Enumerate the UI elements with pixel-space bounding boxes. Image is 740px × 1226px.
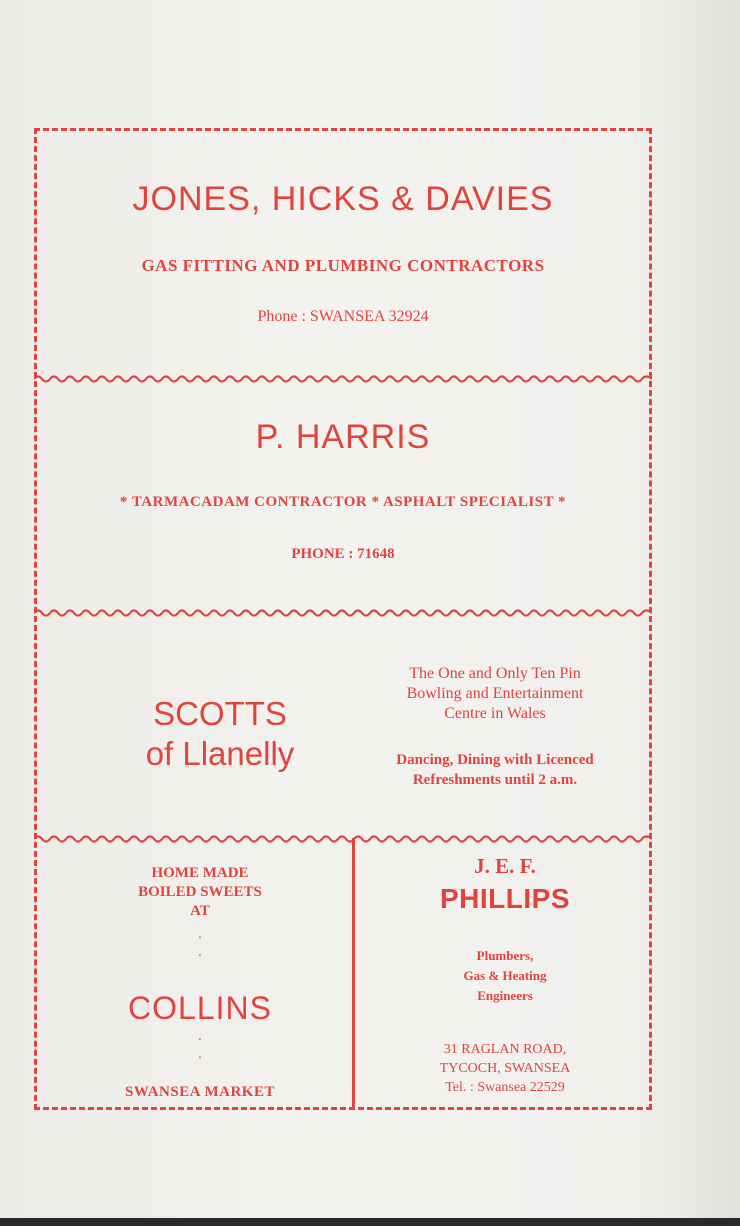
phillips-address [360, 1040, 650, 1097]
p-harris-title: P. HARRIS [255, 418, 431, 456]
collins-dot: · [197, 1033, 203, 1048]
scotts-desc-line3: Centre in Wales [444, 705, 546, 722]
phillips-trade-line1: Plumbers, [476, 948, 534, 963]
divider-wavy [34, 834, 652, 844]
scotts-dining [360, 750, 630, 790]
phillips-initials: J. E. F. [474, 854, 536, 878]
scotts-title-line1: SCOTTS [153, 695, 287, 732]
scotts-title-line2: of Llanelly [145, 735, 295, 772]
collins-dot: · [197, 1051, 203, 1066]
phillips-address-line2: TYCOCH, SWANSEA [439, 1061, 571, 1076]
scotts-dining-line2: Refreshments until 2 a.m. [412, 772, 578, 788]
collins-line2: BOILED SWEETS [138, 884, 262, 900]
jones-hicks-davies-phone: Phone : SWANSEA 32924 [257, 308, 429, 325]
scotts-title [90, 694, 350, 774]
jones-hicks-davies-subtitle: GAS FITTING AND PLUMBING CONTRACTORS [141, 256, 545, 275]
collins-intro [60, 864, 340, 921]
divider-wavy [34, 374, 652, 384]
phillips-title: PHILLIPS [439, 883, 570, 914]
page-bottom-edge [0, 1218, 740, 1226]
p-harris-phone: PHONE : 71648 [291, 546, 395, 562]
collins-market: SWANSEA MARKET [125, 1084, 275, 1100]
phillips-trade [360, 946, 650, 1006]
phillips-address-line1: 31 RAGLAN ROAD, [443, 1042, 567, 1057]
scotts-desc-line1: The One and Only Ten Pin [409, 665, 581, 682]
collins-dots [60, 930, 340, 966]
phillips-telephone: Tel. : Swansea 22529 [445, 1080, 565, 1095]
collins-dot: · [197, 949, 203, 964]
collins-dot: · [197, 931, 203, 946]
scotts-description [360, 664, 630, 724]
p-harris-subtitle: * TARMACADAM CONTRACTOR * ASPHALT SPECIALIST * [119, 494, 567, 510]
phillips-trade-line3: Engineers [477, 988, 533, 1003]
scotts-dining-line1: Dancing, Dining with Licenced [396, 752, 594, 768]
scotts-desc-line2: Bowling and Entertainment [406, 685, 584, 702]
collins-line3: AT [190, 903, 210, 919]
collins-line1: HOME MADE [151, 865, 249, 881]
collins-title: COLLINS [128, 990, 272, 1026]
divider-wavy [34, 608, 652, 618]
phillips-trade-line2: Gas & Heating [463, 968, 547, 983]
jones-hicks-davies-title: JONES, HICKS & DAVIES [132, 180, 554, 218]
divider-vertical [352, 838, 355, 1110]
collins-dots-lower [60, 1032, 340, 1068]
